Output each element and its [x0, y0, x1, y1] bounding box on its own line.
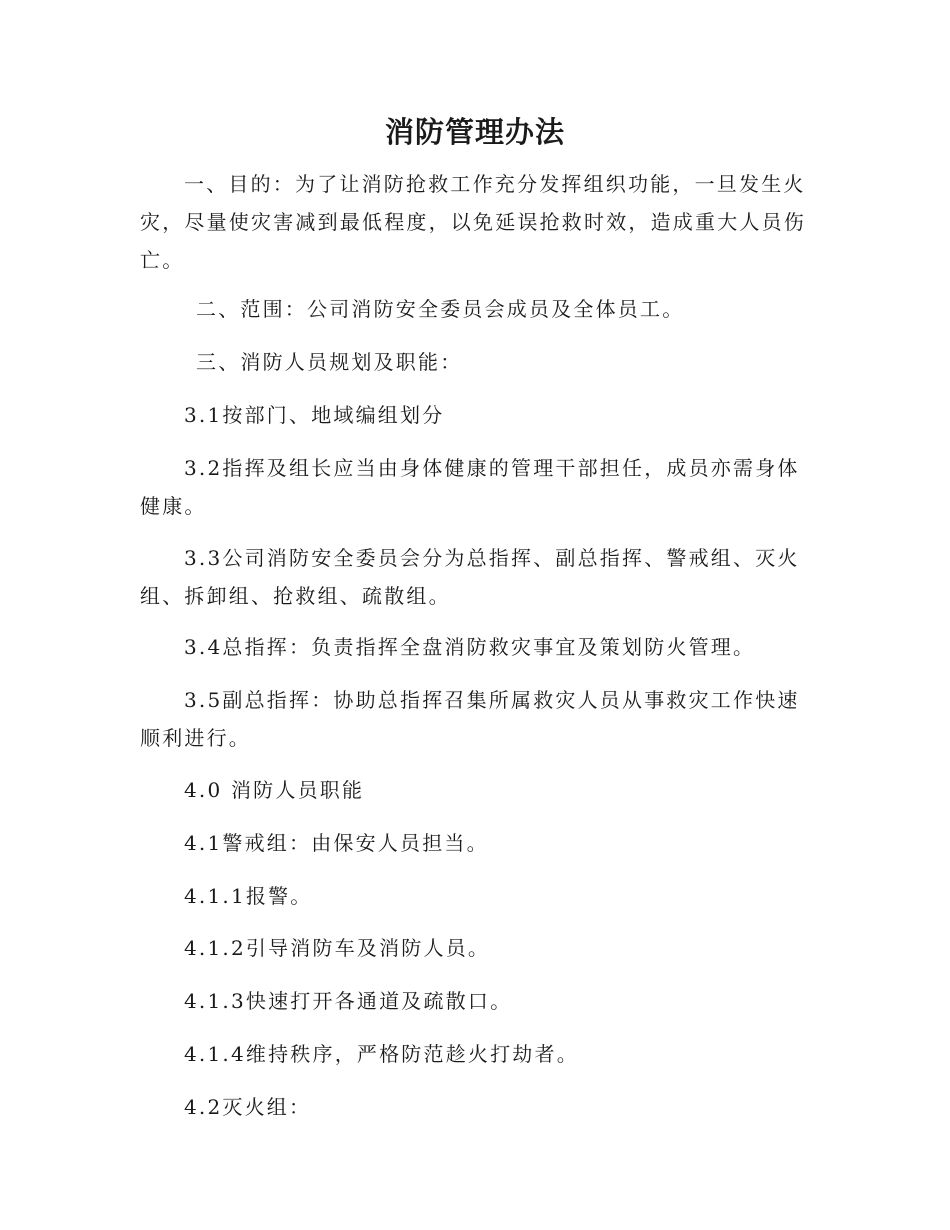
paragraph-4-1-3: 4.1.3快速打开各通道及疏散口。 — [184, 989, 513, 1013]
paragraph-4-1-1: 4.1.1报警。 — [184, 884, 313, 908]
paragraph-3-2: 3.2指挥及组长应当由身体健康的管理干部担任，成员亦需身体健康。 — [140, 456, 800, 518]
paragraph-4-0: 4.0 消防人员职能 — [184, 778, 365, 802]
paragraph-3-1: 3.1按部门、地域编组划分 — [184, 403, 445, 427]
paragraph-scope: 二、范围：公司消防安全委员会成员及全体员工。 — [196, 297, 685, 321]
paragraph-4-2: 4.2灭火组： — [184, 1095, 312, 1119]
paragraph-3-3: 3.3公司消防安全委员会分为总指挥、副总指挥、警戒组、灭火组、拆卸组、抢救组、疏散组。 — [140, 546, 800, 608]
paragraph-staff-planning: 三、消防人员规划及职能： — [196, 350, 463, 374]
paragraph-4-1-4: 4.1.4维持秩序，严格防范趁火打劫者。 — [184, 1042, 579, 1066]
paragraph-4-1: 4.1警戒组：由保安人员担当。 — [184, 831, 489, 855]
document-title: 消防管理办法 — [384, 115, 565, 149]
paragraph-purpose: 一、目的：为了让消防抢救工作充分发挥组织功能，一旦发生火灾，尽量使灾害减到最低程度，以免延误抢救时效，造成重大人员伤亡。 — [140, 172, 806, 272]
paragraph-4-1-2: 4.1.2引导消防车及消防人员。 — [184, 936, 491, 960]
paragraph-3-4: 3.4总指挥：负责指挥全盘消防救灾事宜及策划防火管理。 — [184, 635, 756, 659]
paragraph-3-5: 3.5副总指挥：协助总指挥召集所属救灾人员从事救灾工作快速顺利进行。 — [140, 688, 800, 750]
